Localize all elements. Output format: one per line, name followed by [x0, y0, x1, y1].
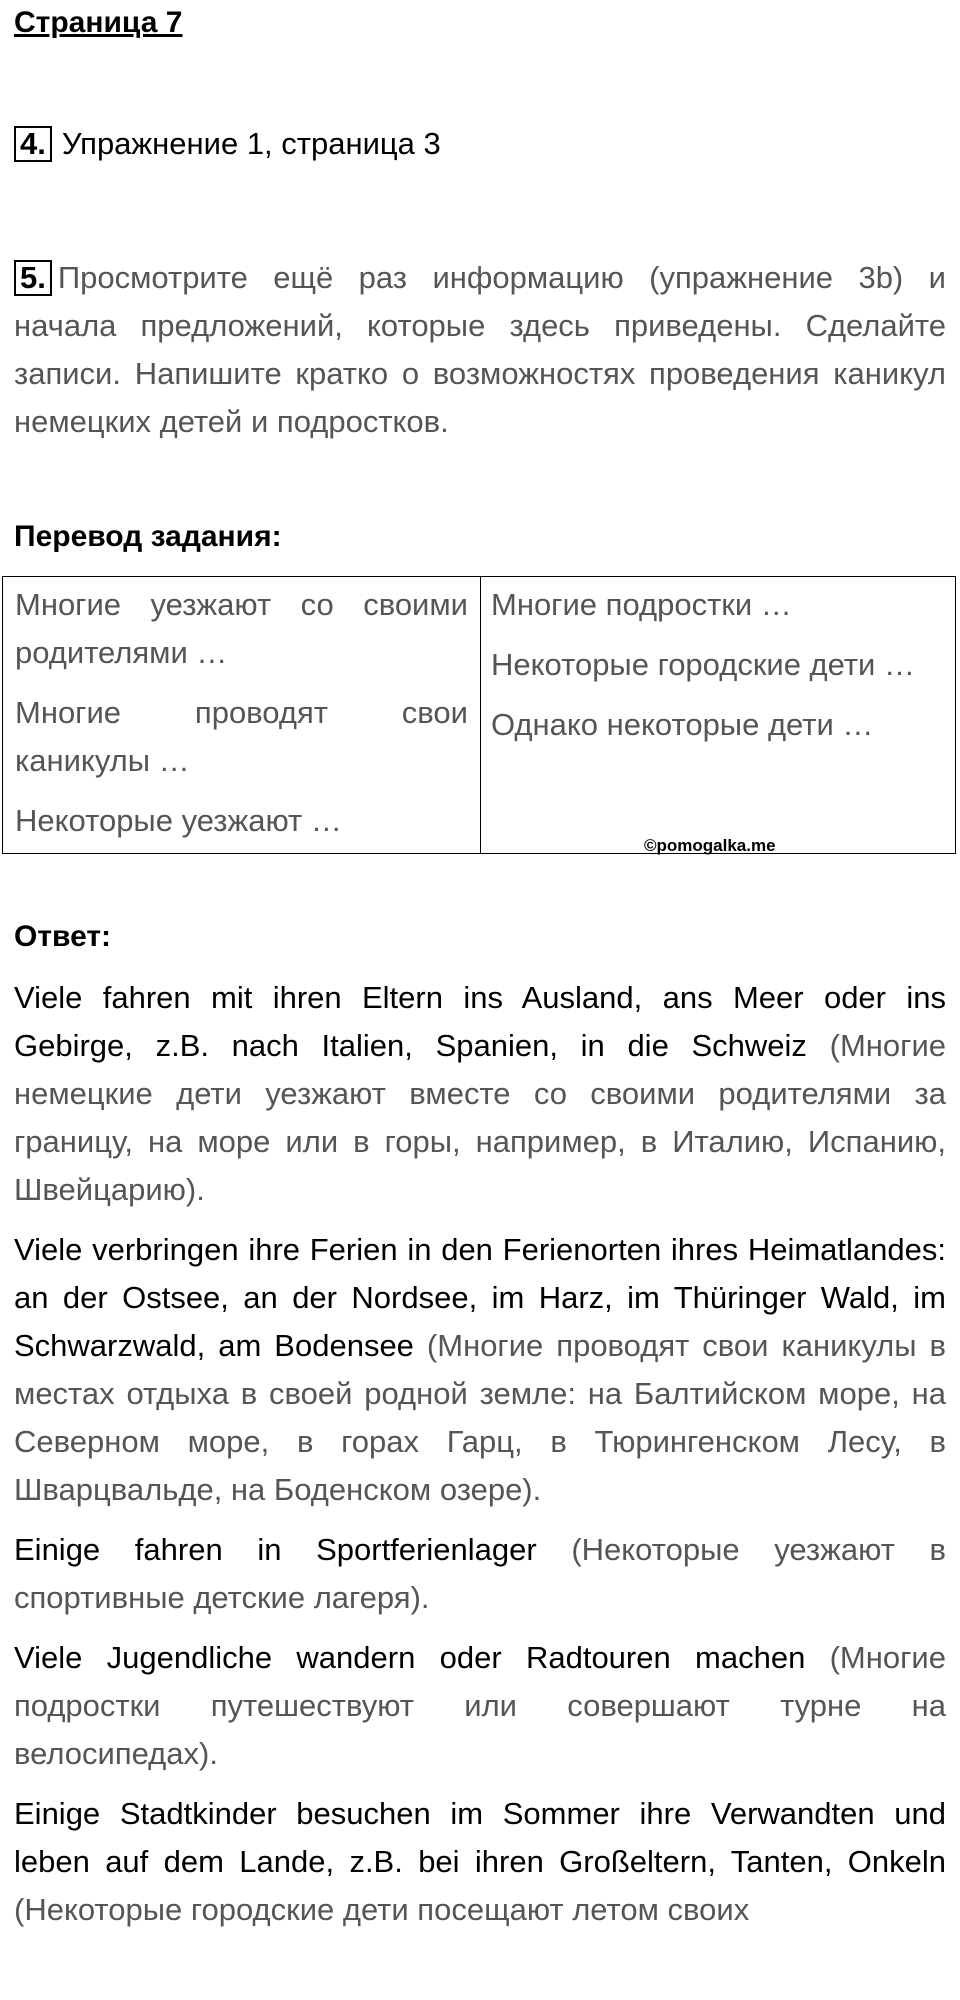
- watermark: ©pomogalka.me: [644, 836, 776, 855]
- answer-german: Viele Jugendliche wandern oder Radtouren machen: [14, 1640, 806, 1675]
- task-cell: Многие уезжают со своими родителями …: [15, 587, 468, 670]
- task-table-left-column: [3, 577, 481, 853]
- answer-russian: (Многие подростки путешествуют или совершают турне на велосипедах).: [14, 1640, 946, 1771]
- answer-paragraph: [14, 1790, 946, 1934]
- answer-german: Viele verbringen ihre Ferien in den Ferienorten ihres Heimatlandes: an der Ostsee, an der Nordsee, im Harz, im Thüringer Wald, im Schwarzwald, am Bodensee: [14, 1232, 946, 1363]
- task-cell: Многие подростки …: [491, 587, 792, 622]
- answer-paragraph: [14, 1526, 946, 1622]
- task-table: [2, 576, 956, 854]
- translation-heading: Перевод задания:: [14, 520, 282, 553]
- answer-german: Einige fahren in Sportferienlager: [14, 1532, 537, 1567]
- task-cell: Некоторые уезжают …: [15, 803, 342, 838]
- answer-russian: (Некоторые городские дети посещают летом своих: [14, 1892, 750, 1927]
- answer-russian: (Многие проводят свои каникулы в местах отдыха в своей родной земле: на Балтийском море, на Северном море, в горах Гарц, в Тюрингенском Лесу, в Шварцвальде, на Боденском озере).: [14, 1328, 946, 1507]
- answer-heading: Ответ:: [14, 920, 112, 953]
- exercise-number-box: 4.: [14, 126, 52, 162]
- answer-german: Einige Stadtkinder besuchen im Sommer ihre Verwandten und leben auf dem Lande, z.B. bei ihren Großeltern, Tanten, Onkeln: [14, 1796, 946, 1879]
- task-table-right-column: [481, 577, 955, 853]
- exercise-number-box: 5.: [14, 260, 52, 296]
- answer-russian: (Некоторые уезжают в спортивные детские лагеря).: [14, 1532, 946, 1615]
- page-title: Страница 7: [14, 6, 183, 39]
- task-cell: Однако некоторые дети …: [491, 707, 874, 742]
- exercise-4: [14, 126, 441, 162]
- answer-russian: (Многие немецкие дети уезжают вместе со своими родителями за границу, на море или в горы, например, в Италию, Испанию, Швейцарию).: [14, 1028, 946, 1207]
- answer-german: Viele fahren mit ihren Eltern ins Ausland, ans Meer oder ins Gebirge, z.B. nach Italien, Spanien, in die Schweiz: [14, 980, 946, 1063]
- answer-paragraph: [14, 1226, 946, 1514]
- exercise-text: Просмотрите ещё раз информацию (упражнение 3b) и начала предложений, которые здесь приведены. Сделайте записи. Напишите кратко о возможностях проведения каникул немецких детей и подростков.: [14, 260, 946, 439]
- answer-paragraph: [14, 1634, 946, 1778]
- answer-paragraph: [14, 974, 946, 1214]
- task-cell: Некоторые городские дети …: [491, 647, 915, 682]
- task-cell: Многие проводят свои каникулы …: [15, 695, 468, 778]
- exercise-5: [14, 254, 946, 446]
- answer-body: [14, 974, 946, 1946]
- exercise-text: Упражнение 1, страница 3: [61, 126, 441, 161]
